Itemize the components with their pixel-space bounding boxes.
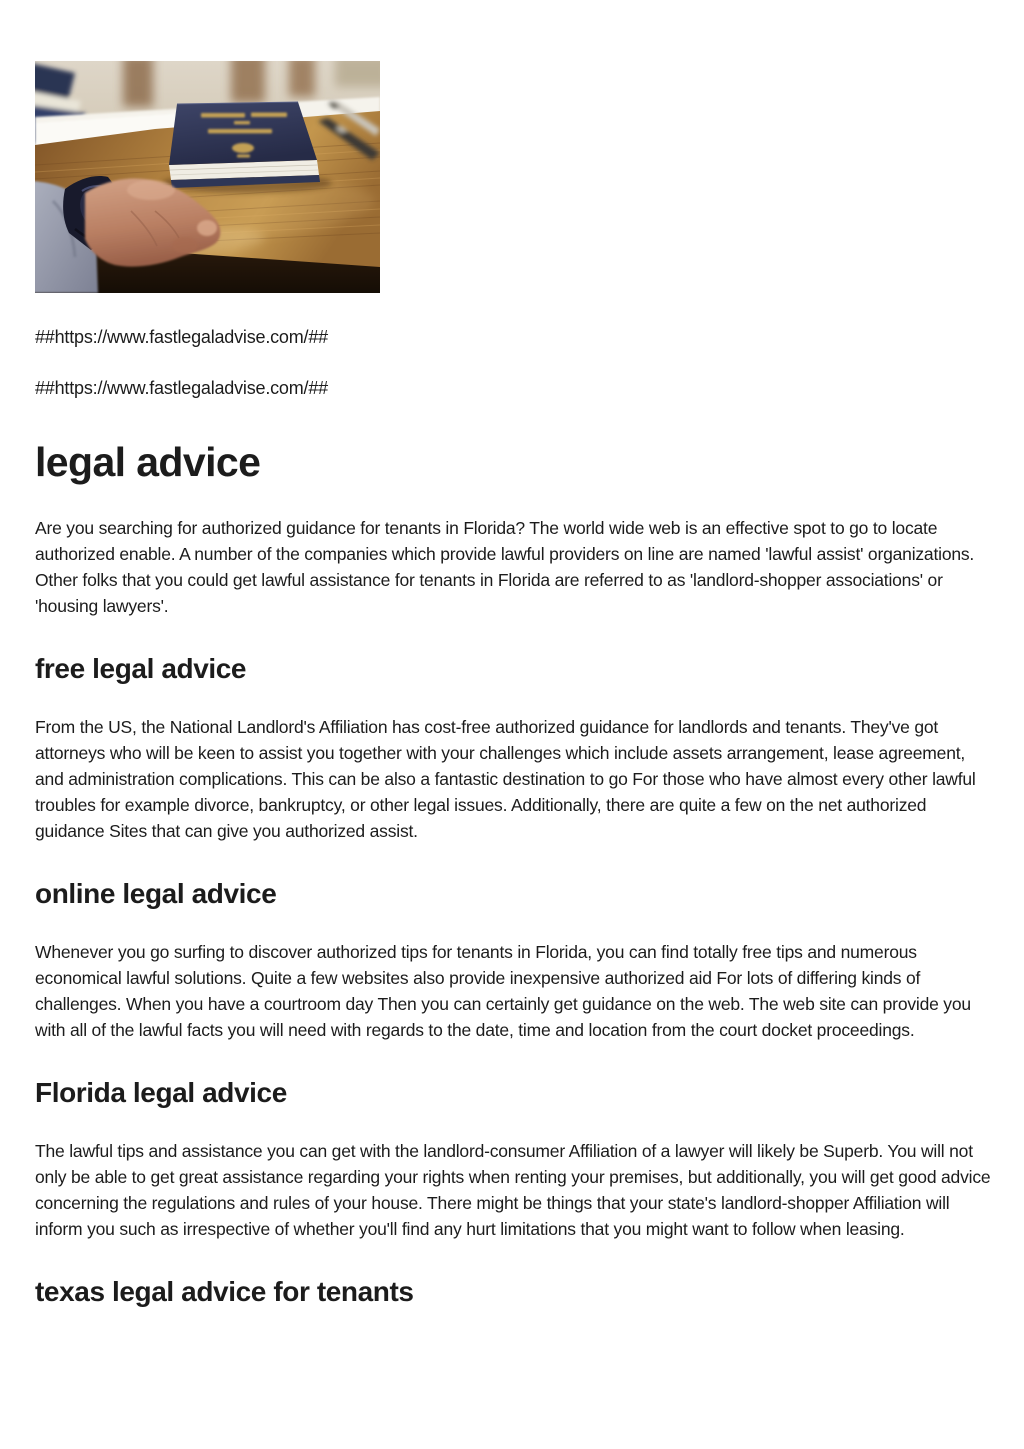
document-page bbox=[0, 61, 1024, 1309]
section-paragraph-online-legal-advice: Whenever you go surfing to discover authorized tips for tenants in Florida, you can find totally free tips and numerous economical lawful solutions. Quite a few websites also provide inexpensive authorized aid For lots of differing kinds of challenges. When you have a courtroom day Then you can certainly get guidance on the web. The web site can provide you with all of the lawful facts you will need with regards to the date, time and location from the court docket proceedings. bbox=[35, 942, 971, 1040]
section-heading-florida-legal-advice: Florida legal advice bbox=[35, 1077, 287, 1108]
page-title: legal advice bbox=[35, 439, 261, 485]
source-url-line-1: ##https://www.fastlegaladvise.com/## bbox=[35, 327, 328, 347]
law-book-desk-photo bbox=[35, 61, 380, 293]
section-paragraph-free-legal-advice: From the US, the National Landlord's Affiliation has cost-free authorized guidance for landlords and tenants. They've got attorneys who will be keen to assist you together with your challenges which include assets arrangement, lease agreement, and administration complications. This can be also a fantastic destination to go For those who have almost every other lawful troubles for example divorce, bankruptcy, or other legal issues. Additionally, there are quite a few on the net authorized guidance Sites that can give you authorized assist. bbox=[35, 717, 976, 841]
section-heading-online-legal-advice: online legal advice bbox=[35, 878, 277, 909]
section-heading-texas-legal-advice: texas legal advice for tenants bbox=[35, 1276, 414, 1307]
section-paragraph-florida-legal-advice: The lawful tips and assistance you can get with the landlord-consumer Affiliation of a lawyer will likely be Superb. You will not only be able to get great assistance regarding your rights when renting your premises, but additionally, you will get good advice concerning the regulations and rules of your house. There might be things that your state's landlord-shopper Affiliation will inform you such as irrespective of whether you'll find any hurt limitations that you might want to follow when leasing. bbox=[35, 1141, 991, 1239]
hero-image bbox=[35, 61, 380, 293]
section-heading-free-legal-advice: free legal advice bbox=[35, 653, 247, 684]
intro-paragraph: Are you searching for authorized guidance for tenants in Florida? The world wide web is an effective spot to go to locate authorized enable. A number of the companies which provide lawful providers on line are named 'lawful assist' organizations. Other folks that you could get lawful assistance for tenants in Florida are referred to as 'landlord-shopper associations' or 'housing lawyers'. bbox=[35, 518, 975, 616]
source-url-line-2: ##https://www.fastlegaladvise.com/## bbox=[35, 378, 328, 398]
book-illustration bbox=[169, 102, 320, 188]
